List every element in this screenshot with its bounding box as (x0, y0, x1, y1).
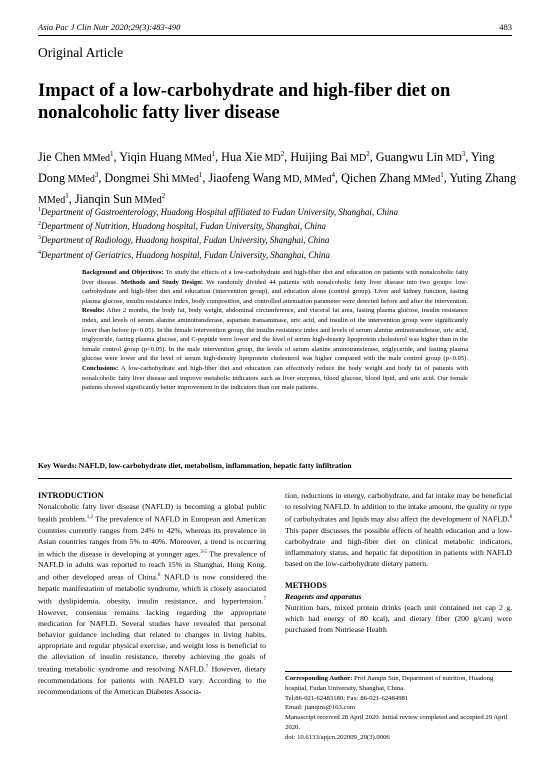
author-affiliation-ref: 1 (211, 150, 216, 158)
author (119, 150, 215, 164)
affiliation (38, 218, 518, 232)
citation-ref: 8 (509, 515, 512, 521)
abstract-methods-label: Methods and Study Design: (120, 278, 204, 286)
abstract-conclusions: A low-carbohydrate and high-fiber diet and education can effectively reduce the body weight and body fat of patients with nonalcoholic fatty liver disease and improve metabolic indicators such as liver enzymes, blood glucose, blood lipid, and uric acid. Our female patients showed significantly better improvement in the indicators than our male patients. (82, 364, 468, 392)
author-name: Huijing Bai (290, 150, 348, 165)
author-list: Jie Chen MMed$^1$, Yiqin Huang MMed$^1$, Hua Xie $MD^2$, Huijing Bai $MD^2$, Guangwu Lin $MD^3$, Ying Dong MMed$^3$, Dongmei Shi MMed$^1$, Jiaofeng Wang MD, MMed$^4$, Qichen Zhang MMed$^1$, Yuting Zhang MMed$^1$, Jianqin Sun MMed$^2$ (38, 150, 517, 207)
author-name: Yuting Zhang (449, 171, 517, 186)
author-degree: MMed (181, 153, 212, 165)
author-name: Jiaofeng Wang (208, 171, 281, 186)
reagents-heading: Reagents and apparatus (285, 591, 362, 601)
methods-heading: METHODS (285, 580, 327, 590)
citation-ref: 3-5 (200, 549, 207, 555)
introduction-text: Nonalcoholic fatty liver disease (NAFLD) is becoming a global public health problem.$^{1,2}$ The prevalence of NAFLD in European and American countries currently ranges from 24% to 42%, whereas its prevalence in Asian countries ranges from 5% to 40%. Moreover, a trend is occurring in which the disease is developing at younger ages.$^{3-5}$ The prevalence of NAFLD in adults was reported to reach 15% in Shanghai, Hong Kong, and other developed areas of China.$^6$ NAFLD is now considered the hepatic manifestation of metabolic syndrome, which is closely associated with dyslipidemia, obesity, insulin resistance, and hypertension.$^7$ However, consensus remains lacking regarding the appropriate medication for NAFLD. Several studies have revealed that personal behavior guidance including that related to changes in living habits, appropriate and regular physical exercise, and weight loss is beneficial to the alleviation of insulin resistance, thereby achieving the goals of treating metabolic syndrome and resolving NAFLD.$^7$ However, dietary recommendations for patients with NAFLD vary. According to the recommendations of the American Diabetes Associa- (38, 502, 267, 696)
author-affiliation-ref: 1 (440, 171, 444, 180)
author-name: Dongmei Shi (104, 171, 170, 186)
journal-citation: Asia Pac J Clin Nutr 2020;29(3):483-490 (38, 22, 181, 32)
author-name: Jianqin Sun (74, 192, 133, 207)
author (38, 150, 114, 164)
author-affiliation-ref: 1 (198, 171, 203, 180)
author-degree: MMed (169, 174, 199, 186)
affiliation-text: Department of Geriatrics, Huadong hospital, Fudan University, Shanghai, China (41, 249, 330, 260)
author-affiliation-ref: 4 (331, 171, 336, 180)
citation-ref: 6 (157, 573, 161, 579)
abstract-methods: We randomly divided 44 patients with nonalcoholic fatty liver disease into two groups: low-carbohydrate and high-fiber diet and education (intervention group), and education alone (control group). Liver and kidney function, fasting plasma glucose, insulin resistance index, body composition, and controlled attenuation parameter were detected before and after the intervention. (82, 278, 468, 305)
key-words: Key Words: NAFLD, low-carbohydrate diet, metabolism, inflammation, hepatic fatty infiltration (38, 461, 352, 470)
abstract-results: After 2 months, the body fat, body weight, abdominal circumference, and visceral fat area, fasting plasma glucose, insulin resistance index, and levels of serum alanine aminotransferase, aspartate transaminase, uric acid, and insulin of the intervention group were significantly lower than before (p<0.05). In the female intervention group, the insulin resistance index and levels of serum alanine aminotransferase, uric acid, triglyceride, fasting plasma glucose, and C-peptide were lower and the level of serum high-density lipoprotein cholesterol was higher than in the female control group (p<0.05). In the male intervention group, the levels of serum alanine aminotransferase, triglyceride, and fasting plasma glucose were lower and the level of serum high-density lipoprotein cholesterol was higher compared with the male control group (p<0.05). (82, 307, 468, 363)
author-name: Yiqin Huang (119, 150, 182, 165)
keywords-rule (38, 478, 512, 479)
affiliation (38, 204, 518, 218)
author-degree: MMed (80, 153, 111, 165)
article-doi: doi: 10.6133/apjcn.202009_29(3).0006 (285, 733, 390, 741)
author-affiliation-ref: 1 (110, 150, 114, 158)
abstract-conclusions-label: Conclusions: (82, 364, 119, 372)
affiliation-number: 1 (38, 207, 41, 213)
abstract-results-label: Results: (82, 307, 105, 315)
author-affiliation-ref: 1 (65, 192, 69, 201)
author-degree: MMed (38, 195, 66, 207)
corresponding-email: Email: jianqins@163.com (285, 704, 356, 712)
page-number: 483 (499, 22, 512, 32)
author-name: Jie Chen (38, 150, 81, 165)
citation-ref: 1,2 (86, 515, 94, 521)
author-name: Hua Xie (221, 150, 263, 165)
affiliation-list (38, 204, 518, 261)
citation-ref: 7 (263, 597, 266, 603)
author-name: Qichen Zhang (341, 171, 411, 186)
methods-text: Nutrition bars, mixed protein drinks (each unit contained net cap 2 g, which had energy of 80 kcal), and dietary fiber (200 g/can) were purchased from Nutriease Health (285, 602, 512, 635)
abstract-background-label: Background and Objectives: (82, 269, 164, 276)
citation-ref: 7 (205, 664, 209, 670)
corresponding-text: Prof Jianqin Sun, Department of nutrition, Huadong hospital, Fudan University, Shanghai, China. (285, 675, 494, 692)
running-header (38, 22, 512, 32)
author-degree: MMed (132, 195, 162, 207)
affiliation-text: Department of Gastroenterology, Huadong Hospital affiliated to Fudan University, Shanghai, China (41, 206, 399, 217)
author (290, 150, 369, 164)
corresponding-phone: Tel:86-021-62483180; Fax: 86-021-62484981 (285, 694, 409, 702)
author-degree: MD (443, 153, 462, 165)
author-degree: MD, MMed (280, 174, 332, 186)
author-name: Ying Dong (38, 150, 495, 186)
author-name: Guangwu Lin (375, 150, 444, 165)
left-column (38, 490, 266, 697)
corresponding-label: Corresponding Author: (285, 675, 353, 682)
author-affiliation-ref: 2 (366, 150, 370, 158)
affiliation-number: 4 (38, 249, 41, 256)
author (341, 171, 444, 185)
abstract-background: To study the effects of a low-carbohydrate and high-fiber diet and education on patients with nonalcoholic fatty liver disease. (82, 269, 468, 286)
affiliation-text: Department of Radiology, Huadong hospital, Fudan University, Shanghai, China (41, 235, 330, 246)
affiliation (38, 232, 518, 246)
abstract (82, 268, 468, 393)
author-affiliation-ref: 3 (94, 171, 99, 180)
author-degree: MMed (410, 174, 441, 186)
right-column (285, 490, 512, 635)
affiliation-number: 3 (38, 235, 41, 242)
author-degree: MD (347, 153, 367, 165)
affiliation-text: Department of Nutrition, Huadong hospital, Fudan University, Shanghai, China (41, 221, 326, 232)
author (376, 150, 465, 164)
author (104, 171, 202, 185)
author (208, 171, 335, 185)
manuscript-dates: Manuscript received 28 April 2020. Initial review completed and accepted 29 April 2020. (285, 714, 508, 731)
corresponding-author-note (285, 674, 512, 743)
introduction-continued: tion, reductions in energy, carbohydrate, and fat intake may be beneficial to resolving NAFLD. In addition to the intake amount, the quality or type of carbohydrates and lipids may also affect the development of NAFLD.$^8$ This paper discusses the possible effects of health education and a low-carbohydrate and high-fiber diet on clinical metabolic indicators, inflammatory status, and hepatic fat deposition in patients with NAFLD based on the low-carbohydrate dietary pattern. (285, 491, 512, 568)
author-degree: MMed (65, 174, 95, 186)
affiliation (38, 247, 518, 261)
footnote-rule (285, 671, 512, 672)
affiliation-number: 2 (38, 221, 41, 228)
introduction-heading: INTRODUCTION (38, 491, 104, 500)
author-affiliation-ref: 2 (161, 192, 166, 201)
author-affiliation-ref: 2 (280, 150, 285, 158)
author-degree: MD (262, 153, 281, 165)
article-type: Original Article (38, 45, 124, 60)
author-affiliation-ref: 3 (461, 150, 466, 158)
author (221, 150, 284, 164)
article-title: Impact of a low-carbohydrate and high-fiber diet on nonalcoholic fatty liver disease (38, 81, 451, 123)
header-rule (38, 35, 512, 36)
